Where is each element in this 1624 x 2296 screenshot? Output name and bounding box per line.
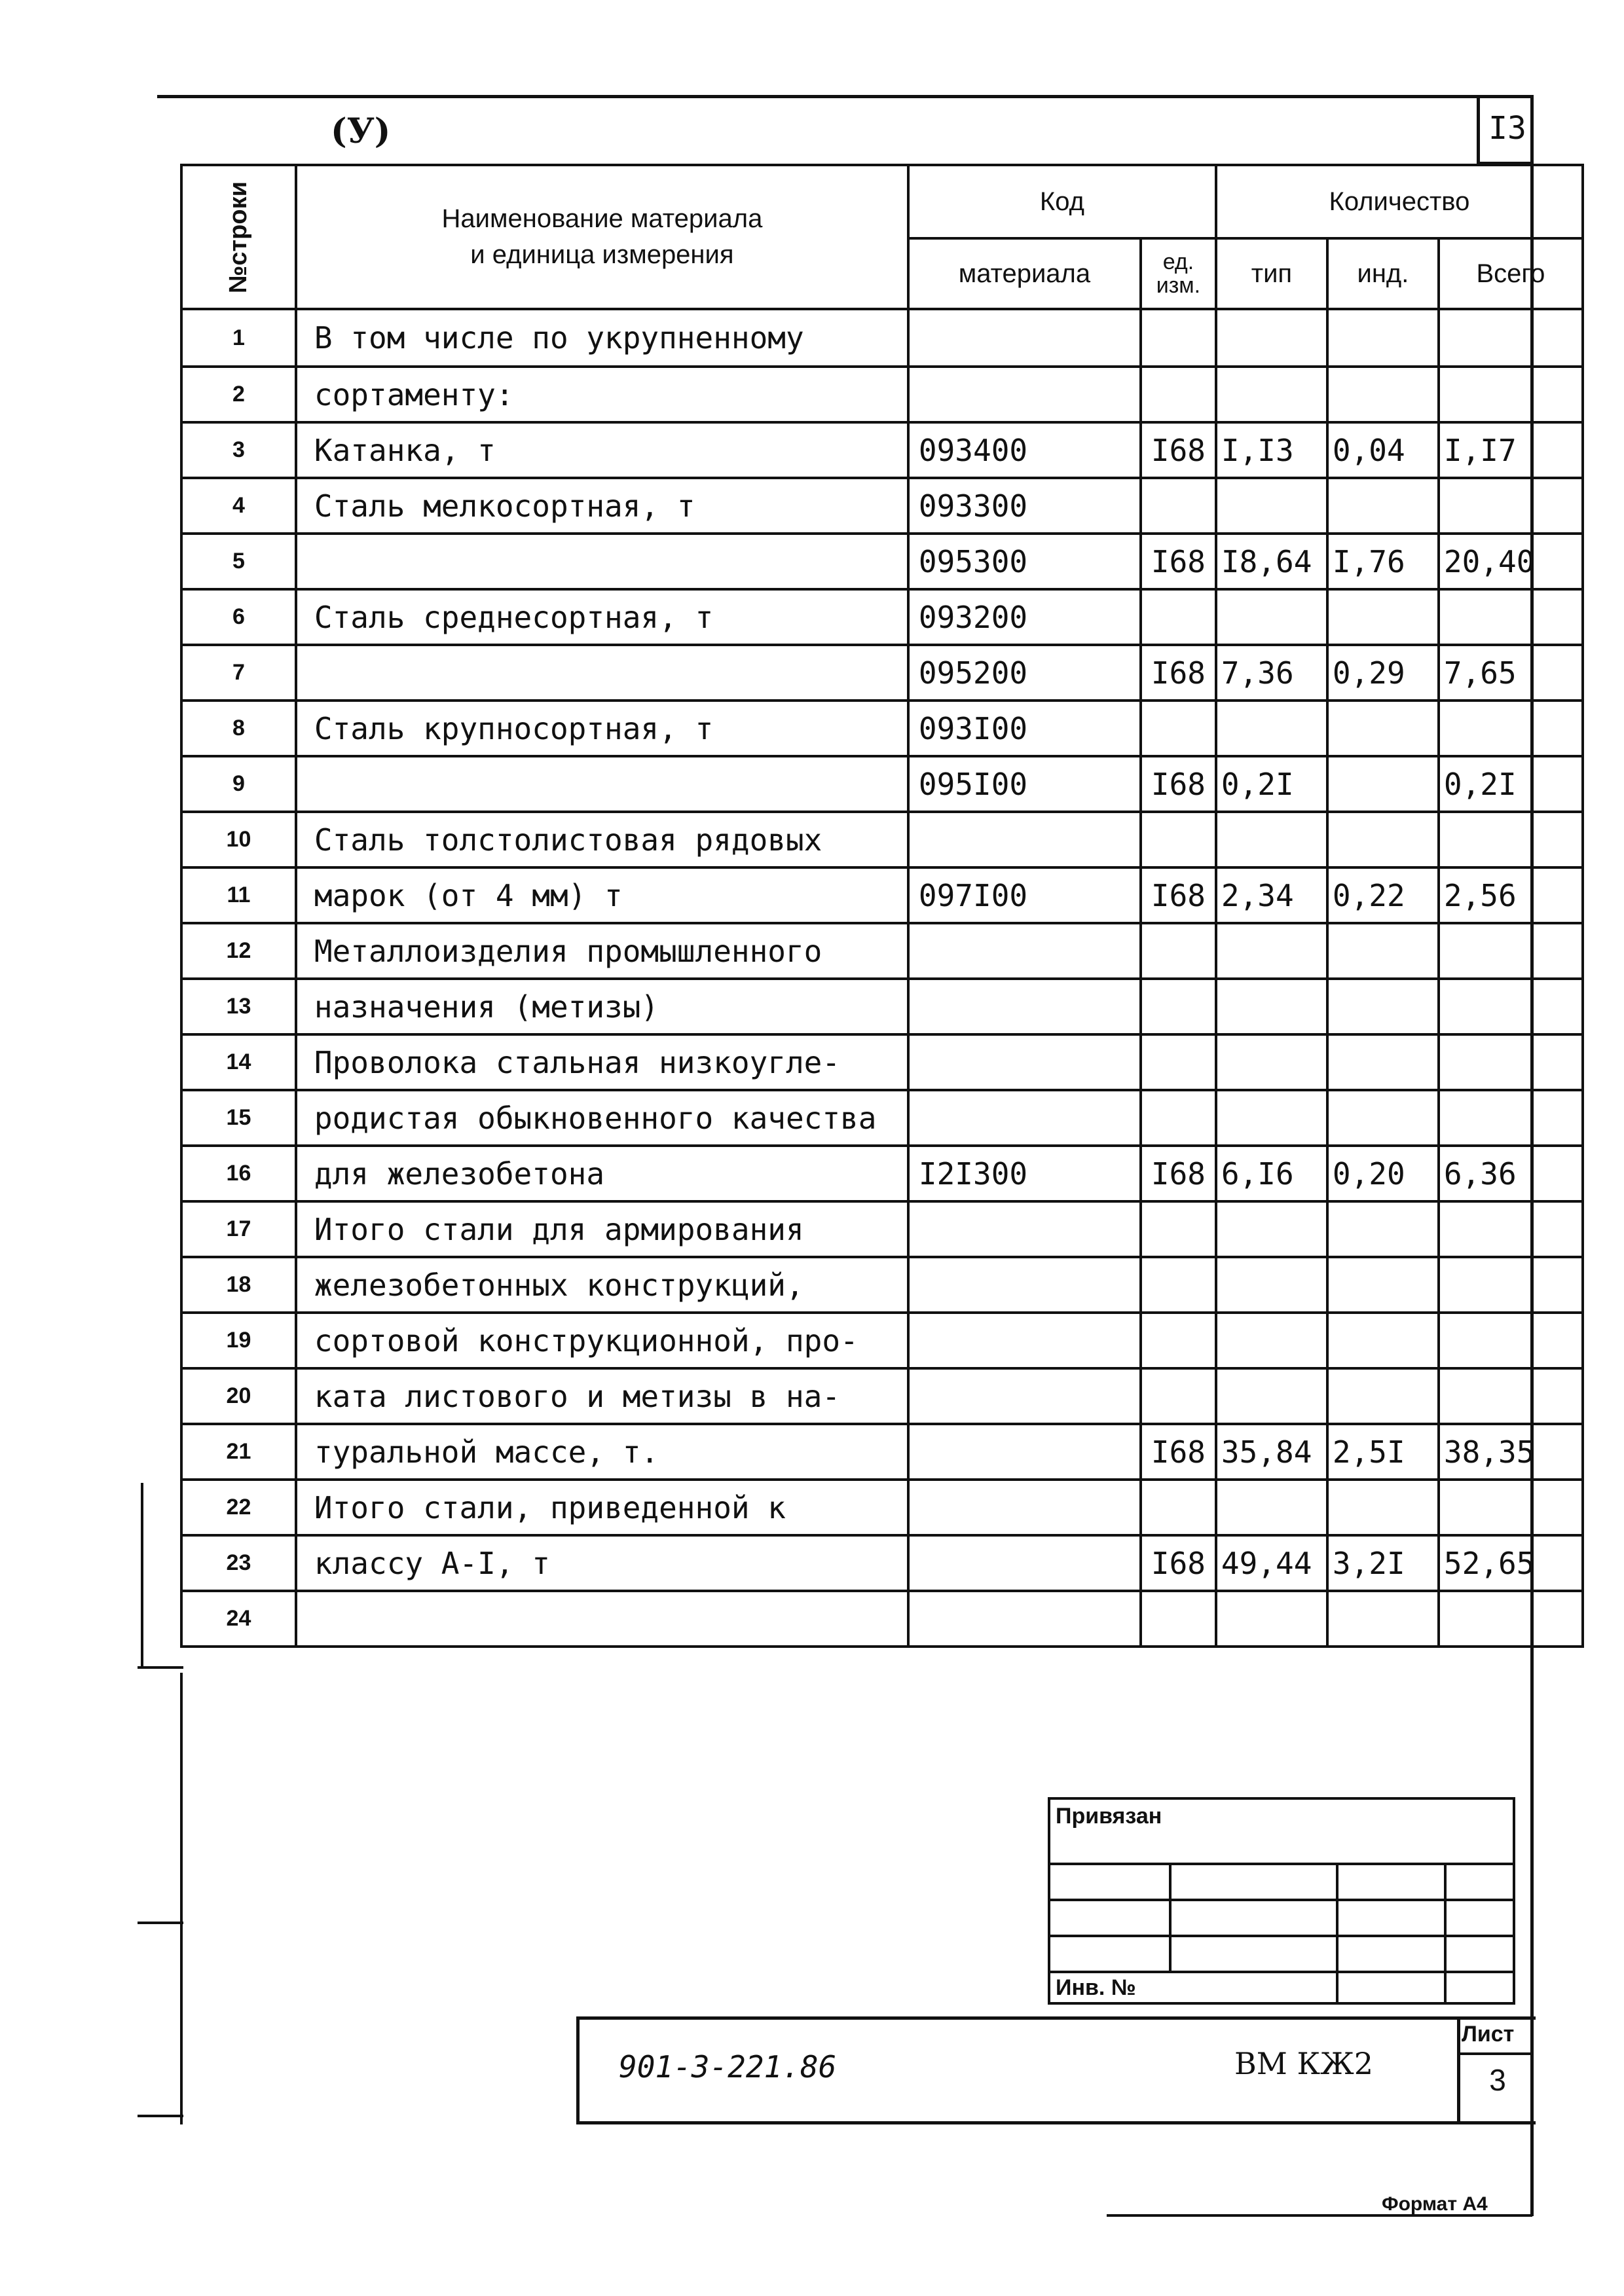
table-row — [181, 1535, 1583, 1591]
row-qty-total — [1439, 923, 1583, 979]
row-name — [296, 1591, 908, 1647]
row-unit-code — [1141, 1201, 1216, 1257]
row-qty-ind: I,76 — [1327, 534, 1439, 589]
row-name: назначения (метизы) — [296, 979, 908, 1034]
row-material-code: 097I00 — [908, 867, 1141, 923]
row-qty-type: 35,84 — [1216, 1424, 1327, 1480]
row-unit-code: I68 — [1141, 1146, 1216, 1201]
row-qty-total — [1439, 589, 1583, 645]
row-qty-total: I,I7 — [1439, 422, 1583, 478]
row-qty-ind: 0,22 — [1327, 867, 1439, 923]
row-qty-ind — [1327, 756, 1439, 812]
row-qty-total: 6,36 — [1439, 1146, 1583, 1201]
row-name: Сталь толстолистовая рядовых — [296, 812, 908, 867]
row-qty-ind — [1327, 309, 1439, 367]
row-number: 7 — [181, 645, 296, 701]
row-qty-total — [1439, 701, 1583, 756]
header-row-number: №строки — [181, 165, 296, 309]
row-unit-code: I68 — [1141, 645, 1216, 701]
row-qty-total: 7,65 — [1439, 645, 1583, 701]
row-name — [296, 645, 908, 701]
row-material-code: 093400 — [908, 422, 1141, 478]
row-qty-type — [1216, 1034, 1327, 1090]
table-row — [181, 923, 1583, 979]
row-qty-ind — [1327, 589, 1439, 645]
row-qty-ind — [1327, 701, 1439, 756]
row-qty-type: I8,64 — [1216, 534, 1327, 589]
row-qty-total: 38,35 — [1439, 1424, 1583, 1480]
row-unit-code: I68 — [1141, 1424, 1216, 1480]
row-number: 24 — [181, 1591, 296, 1647]
row-qty-total — [1439, 1257, 1583, 1313]
table-row — [181, 1257, 1583, 1313]
header-qty-total: Всего — [1439, 238, 1583, 309]
row-qty-ind — [1327, 367, 1439, 422]
table-row — [181, 422, 1583, 478]
row-qty-type — [1216, 701, 1327, 756]
row-unit-code — [1141, 1257, 1216, 1313]
row-material-code: 095300 — [908, 534, 1141, 589]
row-number: 3 — [181, 422, 296, 478]
row-qty-ind — [1327, 1313, 1439, 1368]
row-material-code: 093200 — [908, 589, 1141, 645]
row-qty-ind — [1327, 1090, 1439, 1146]
stamp-attached-label: Привязан — [1056, 1804, 1162, 1829]
row-qty-total: 52,65 — [1439, 1535, 1583, 1591]
table-row — [181, 478, 1583, 534]
header-code-unit: ед. изм. — [1141, 238, 1216, 309]
row-qty-ind — [1327, 923, 1439, 979]
table-row — [181, 1201, 1583, 1257]
table-row — [181, 1480, 1583, 1535]
row-material-code — [908, 1480, 1141, 1535]
header-qty-type: тип — [1216, 238, 1327, 309]
row-qty-type — [1216, 1591, 1327, 1647]
row-qty-ind: 0,04 — [1327, 422, 1439, 478]
stamp-attached — [1048, 1797, 1515, 2005]
row-material-code — [908, 1201, 1141, 1257]
row-name: Сталь среднесортная, т — [296, 589, 908, 645]
row-unit-code — [1141, 1480, 1216, 1535]
row-qty-type — [1216, 478, 1327, 534]
row-qty-type — [1216, 1090, 1327, 1146]
row-qty-ind — [1327, 1368, 1439, 1424]
row-material-code — [908, 1313, 1141, 1368]
row-qty-total — [1439, 1591, 1583, 1647]
row-unit-code — [1141, 589, 1216, 645]
row-qty-total: 0,2I — [1439, 756, 1583, 812]
binding-mark — [138, 1922, 183, 1924]
row-number: 18 — [181, 1257, 296, 1313]
table-row — [181, 812, 1583, 867]
row-number: 20 — [181, 1368, 296, 1424]
row-qty-total — [1439, 367, 1583, 422]
row-qty-type — [1216, 1257, 1327, 1313]
row-qty-total — [1439, 1034, 1583, 1090]
binding-mark — [138, 2115, 183, 2117]
stamp-inv-cell — [1049, 1972, 1337, 2003]
row-qty-ind: 0,20 — [1327, 1146, 1439, 1201]
row-number: 16 — [181, 1146, 296, 1201]
document-mark: ВМ КЖ2 — [1234, 2046, 1374, 2081]
row-material-code: I2I300 — [908, 1146, 1141, 1201]
row-name: Итого стали для армирования — [296, 1201, 908, 1257]
row-unit-code — [1141, 979, 1216, 1034]
row-qty-type — [1216, 1368, 1327, 1424]
top-mark: (У) — [331, 111, 391, 151]
row-qty-type: 6,I6 — [1216, 1146, 1327, 1201]
row-number: 2 — [181, 367, 296, 422]
row-unit-code: I68 — [1141, 422, 1216, 478]
row-qty-type: I,I3 — [1216, 422, 1327, 478]
header-code-material: материала — [908, 238, 1141, 309]
row-material-code: 093300 — [908, 478, 1141, 534]
row-name: ката листового и метизы в на- — [296, 1368, 908, 1424]
header-qty-ind: инд. — [1327, 238, 1439, 309]
row-unit-code — [1141, 1090, 1216, 1146]
row-name: марок (от 4 мм) т — [296, 867, 908, 923]
row-qty-total — [1439, 1201, 1583, 1257]
row-number: 10 — [181, 812, 296, 867]
table-row — [181, 1146, 1583, 1201]
row-number: 6 — [181, 589, 296, 645]
row-qty-type: 2,34 — [1216, 867, 1327, 923]
table-row — [181, 1424, 1583, 1480]
row-unit-code: I68 — [1141, 756, 1216, 812]
header-code: Код — [908, 165, 1216, 238]
row-number: 22 — [181, 1480, 296, 1535]
row-number: 23 — [181, 1535, 296, 1591]
row-name: классу А-I, т — [296, 1535, 908, 1591]
row-material-code — [908, 1535, 1141, 1591]
row-name: туральной массе, т. — [296, 1424, 908, 1480]
table-row — [181, 534, 1583, 589]
row-unit-code — [1141, 367, 1216, 422]
table-row — [181, 1591, 1583, 1647]
materials-table — [180, 164, 1584, 1648]
lower-left-border — [180, 1673, 183, 2124]
row-number: 1 — [181, 309, 296, 367]
row-qty-total — [1439, 812, 1583, 867]
sheet-corner-number: I3 — [1488, 110, 1526, 147]
row-material-code — [908, 309, 1141, 367]
row-unit-code — [1141, 812, 1216, 867]
table-row — [181, 1313, 1583, 1368]
row-name: сортаменту: — [296, 367, 908, 422]
format-label: Формат А4 — [1382, 2193, 1488, 2215]
row-name: Сталь мелкосортная, т — [296, 478, 908, 534]
row-name: Сталь крупносортная, т — [296, 701, 908, 756]
sheet-label: Лист — [1462, 2022, 1515, 2047]
row-qty-type: 49,44 — [1216, 1535, 1327, 1591]
row-material-code: 095200 — [908, 645, 1141, 701]
row-qty-ind — [1327, 1591, 1439, 1647]
table-row — [181, 1090, 1583, 1146]
row-qty-total — [1439, 979, 1583, 1034]
row-number: 21 — [181, 1424, 296, 1480]
row-unit-code — [1141, 309, 1216, 367]
row-name: для железобетона — [296, 1146, 908, 1201]
row-qty-total — [1439, 1090, 1583, 1146]
row-name: Итого стали, приведенной к — [296, 1480, 908, 1535]
row-qty-total — [1439, 1313, 1583, 1368]
row-name: Проволока стальная низкоугле- — [296, 1034, 908, 1090]
row-unit-code: I68 — [1141, 534, 1216, 589]
row-name — [296, 534, 908, 589]
row-number: 5 — [181, 534, 296, 589]
row-unit-code — [1141, 1034, 1216, 1090]
row-material-code: 095I00 — [908, 756, 1141, 812]
table-row — [181, 701, 1583, 756]
row-material-code — [908, 1034, 1141, 1090]
row-qty-type: 7,36 — [1216, 645, 1327, 701]
row-qty-type — [1216, 367, 1327, 422]
table-row — [181, 645, 1583, 701]
row-qty-type: 0,2I — [1216, 756, 1327, 812]
row-qty-total — [1439, 478, 1583, 534]
row-qty-ind: 3,2I — [1327, 1535, 1439, 1591]
frame-top-line — [157, 95, 1532, 98]
row-name: родистая обыкновенного качества — [296, 1090, 908, 1146]
row-number: 4 — [181, 478, 296, 534]
row-qty-total: 2,56 — [1439, 867, 1583, 923]
table-row — [181, 1368, 1583, 1424]
row-material-code — [908, 1591, 1141, 1647]
row-unit-code — [1141, 1591, 1216, 1647]
row-number: 8 — [181, 701, 296, 756]
sheet-box-divider — [1457, 2052, 1534, 2055]
row-material-code — [908, 1090, 1141, 1146]
row-material-code — [908, 367, 1141, 422]
row-number: 11 — [181, 867, 296, 923]
row-qty-ind: 0,29 — [1327, 645, 1439, 701]
header-quantity: Количество — [1216, 165, 1583, 238]
table-row — [181, 867, 1583, 923]
table-row — [181, 309, 1583, 367]
row-qty-type — [1216, 979, 1327, 1034]
row-qty-ind — [1327, 1201, 1439, 1257]
row-unit-code — [1141, 701, 1216, 756]
row-qty-type — [1216, 923, 1327, 979]
row-name: Катанка, т — [296, 422, 908, 478]
row-material-code — [908, 812, 1141, 867]
binding-mark — [138, 1666, 183, 1669]
document-code: 901-3-221.86 — [619, 2049, 837, 2085]
row-qty-ind — [1327, 979, 1439, 1034]
row-qty-ind — [1327, 478, 1439, 534]
table-row — [181, 1034, 1583, 1090]
row-name: сортовой конструкционной, про- — [296, 1313, 908, 1368]
sheet-number: 3 — [1489, 2063, 1506, 2097]
row-qty-total — [1439, 1480, 1583, 1535]
row-name — [296, 756, 908, 812]
row-qty-type — [1216, 589, 1327, 645]
row-unit-code — [1141, 1313, 1216, 1368]
row-material-code — [908, 1257, 1141, 1313]
table-row — [181, 756, 1583, 812]
row-qty-type — [1216, 812, 1327, 867]
row-name: В том числе по укрупненному — [296, 309, 908, 367]
row-qty-type — [1216, 1201, 1327, 1257]
row-number: 15 — [181, 1090, 296, 1146]
row-qty-total — [1439, 1368, 1583, 1424]
row-qty-total — [1439, 309, 1583, 367]
row-qty-type — [1216, 1313, 1327, 1368]
row-qty-type — [1216, 309, 1327, 367]
row-number: 13 — [181, 979, 296, 1034]
row-qty-ind — [1327, 812, 1439, 867]
row-material-code — [908, 923, 1141, 979]
header-name: Наименование материала и единица измерения — [296, 165, 908, 309]
row-qty-ind — [1327, 1257, 1439, 1313]
row-unit-code — [1141, 923, 1216, 979]
row-number: 9 — [181, 756, 296, 812]
row-qty-ind — [1327, 1034, 1439, 1090]
row-material-code — [908, 1424, 1141, 1480]
row-material-code — [908, 979, 1141, 1034]
row-qty-ind — [1327, 1480, 1439, 1535]
row-number: 14 — [181, 1034, 296, 1090]
row-name: железобетонных конструкций, — [296, 1257, 908, 1313]
binding-mark — [141, 1483, 143, 1666]
row-unit-code: I68 — [1141, 867, 1216, 923]
row-unit-code — [1141, 1368, 1216, 1424]
stamp-inv-label: Инв. № — [1056, 1975, 1136, 2000]
row-qty-type — [1216, 1480, 1327, 1535]
row-qty-ind: 2,5I — [1327, 1424, 1439, 1480]
row-unit-code — [1141, 478, 1216, 534]
row-number: 12 — [181, 923, 296, 979]
table-row — [181, 979, 1583, 1034]
row-name: Металлоизделия промышленного — [296, 923, 908, 979]
row-material-code — [908, 1368, 1141, 1424]
row-number: 17 — [181, 1201, 296, 1257]
row-unit-code: I68 — [1141, 1535, 1216, 1591]
stamp-attached-cell — [1049, 1798, 1514, 1864]
row-material-code: 093I00 — [908, 701, 1141, 756]
row-number: 19 — [181, 1313, 296, 1368]
table-row — [181, 367, 1583, 422]
row-qty-total: 20,40 — [1439, 534, 1583, 589]
table-row — [181, 589, 1583, 645]
